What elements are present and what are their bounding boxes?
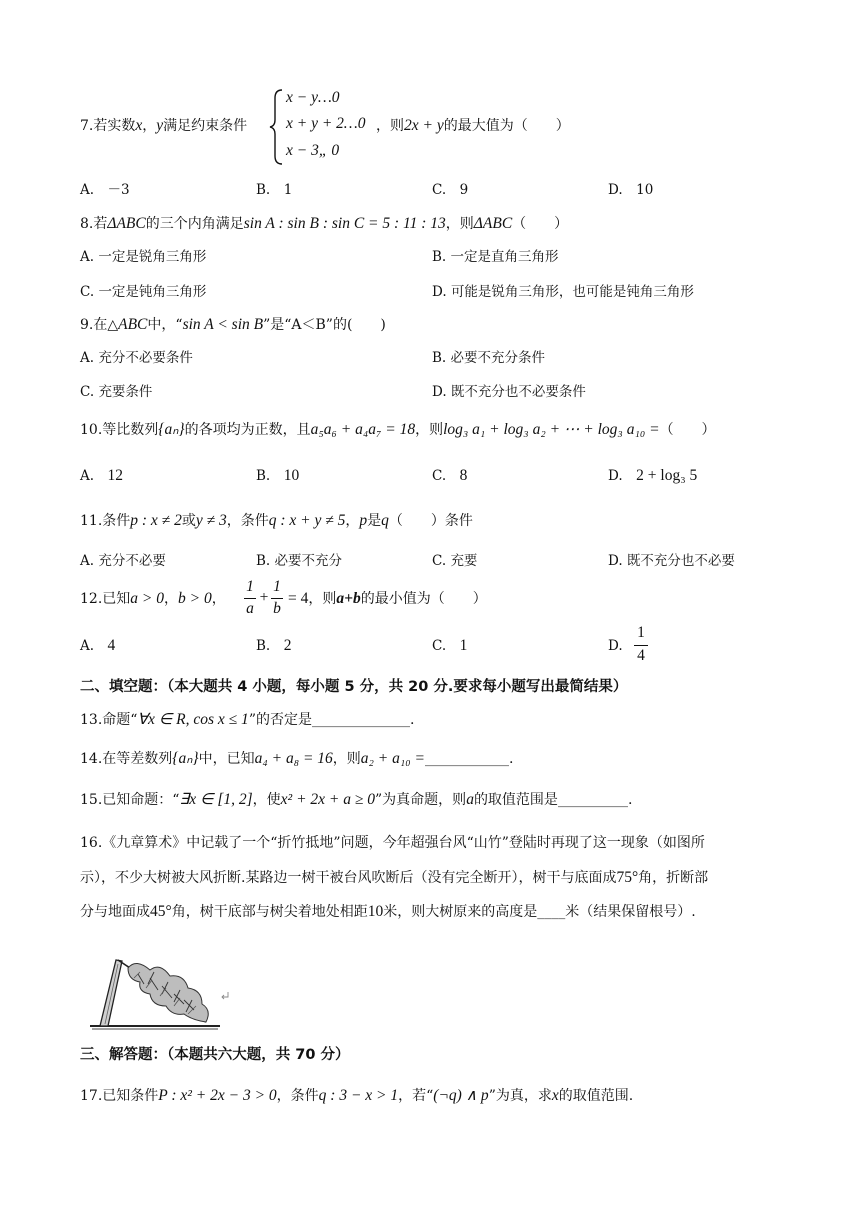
question-17: 17.已知条件P : x² + 2x − 3 > 0，条件q : 3 − x > 1，若“(¬q) ∧ p”为真，求x的取值范围. <box>80 1087 634 1104</box>
plus-sign: + <box>259 589 269 606</box>
q8-option-d: D. 可能是锐角三角形，也可能是钝角三角形 <box>432 284 694 300</box>
q9-option-a: A. 充分不必要条件 <box>80 350 193 366</box>
q9-option-c: C. 充要条件 <box>80 384 153 400</box>
answer-blank: ______________ <box>311 712 410 728</box>
q16-line-1: 16.《九章算术》中记载了一个“折竹抵地”问题，今年超强台风“山竹”登陆时再现了这一现象（如图所 <box>80 835 705 851</box>
q11-option-b: B. 必要不充分 <box>256 553 343 569</box>
ground-line <box>90 1026 220 1029</box>
q10-option-d: D. 2 + log₃ 5 <box>608 467 698 484</box>
q8-option-c: C. 一定是钝角三角形 <box>80 284 207 300</box>
section-3-heading: 三、解答题：（本题共六大题，共 70 分） <box>80 1047 350 1063</box>
q7-option-b: B. 1 <box>256 182 293 198</box>
q11-option-a: A. 充分不必要 <box>80 553 166 569</box>
q10-option-b: B. 10 <box>256 467 300 484</box>
question-15: 15.已知命题：“∃x ∈ [1, 2]，使x² + 2x + a ≥ 0”为真命题，则a的取值范围是__________. <box>80 791 633 808</box>
q16-line-3: 分与地面成45°角，树干底部与树尖着地处相距10米，则大树原来的高度是____米（结果保留根号）. <box>80 903 696 920</box>
constraint-1: x − y…0 <box>286 89 340 106</box>
question-14: 14.在等差数列{aₙ}中，已知a₄ + a₈ = 16，则a₂ + a₁₀ =____________. <box>80 750 514 767</box>
q11-option-c: C. 充要 <box>432 553 478 569</box>
answer-blank: ____________ <box>425 751 510 767</box>
q10-option-a: A. 12 <box>80 467 124 484</box>
question-13: 13.命题“∀x ∈ R, cos x ≤ 1”的否定是______________. <box>80 711 415 728</box>
q12-option-d-label: D. <box>608 638 623 654</box>
q7-option-d: D. 10 <box>608 182 654 198</box>
question-8-stem: 8.若ΔABC的三个内角满足sin A : sin B : sin C = 5 : 11 : 13，则ΔABC（ ） <box>80 215 569 232</box>
section-2-heading: 二、填空题：（本大题共 4 小题，每小题 5 分，共 20 分.要求每小题写出最简结果） <box>80 679 628 695</box>
question-11-stem: 11.条件p : x ≠ 2或y ≠ 3，条件q : x + y ≠ 5，p是q（ ）条件 <box>80 512 473 529</box>
q11-option-d: D. 既不充分也不必要 <box>608 553 735 569</box>
q7-option-a: A. －3 <box>80 182 130 198</box>
q7-option-c: C. 9 <box>432 182 469 198</box>
question-7-stem-end: ，则2x + y的最大值为（ ） <box>376 117 570 134</box>
q12-option-c: C. 1 <box>432 637 468 654</box>
q8-option-a: A. 一定是锐角三角形 <box>80 249 207 265</box>
question-10-stem: 10.等比数列{aₙ}的各项均为正数，且a₅a₆ + a₄a₇ = 18，则log₃ a₁ + log₃ a₂ + ⋯ + log₃ a₁₀ =（ ） <box>80 421 716 438</box>
left-brace-icon <box>268 88 284 166</box>
constraint-2: x + y + 2…0 <box>286 115 366 132</box>
question-9-stem: 9.在△ABC中，“sin A < sin B”是“A＜B”的( ) <box>80 316 386 333</box>
tree-trunk <box>100 960 122 1026</box>
q9-option-b: B. 必要不充分条件 <box>432 350 546 366</box>
q12-option-a: A. 4 <box>80 637 116 654</box>
broken-tree-figure <box>88 944 238 1034</box>
constraint-3: x − 3„ 0 <box>286 142 340 159</box>
q16-line-2: 示），不少大树被大风折断.某路边一树干被台风吹断后（没有完全断开），树干与底面成75°角，折断部 <box>80 869 709 886</box>
q10-option-c: C. 8 <box>432 467 468 484</box>
question-12-stem-end: = 4，则a+b的最小值为（ ） <box>288 590 487 607</box>
question-7-stem: 7.若实数x，y满足约束条件 <box>80 117 248 134</box>
broken-top <box>118 960 208 1022</box>
q8-option-b: B. 一定是直角三角形 <box>432 249 559 265</box>
q9-option-d: D. 既不充分也不必要条件 <box>432 384 586 400</box>
return-mark-icon <box>222 992 228 999</box>
question-12-stem-start: 12.已知a > 0，b > 0， <box>80 590 226 607</box>
answer-blank: __________ <box>557 792 628 808</box>
q12-option-b: B. 2 <box>256 637 292 654</box>
